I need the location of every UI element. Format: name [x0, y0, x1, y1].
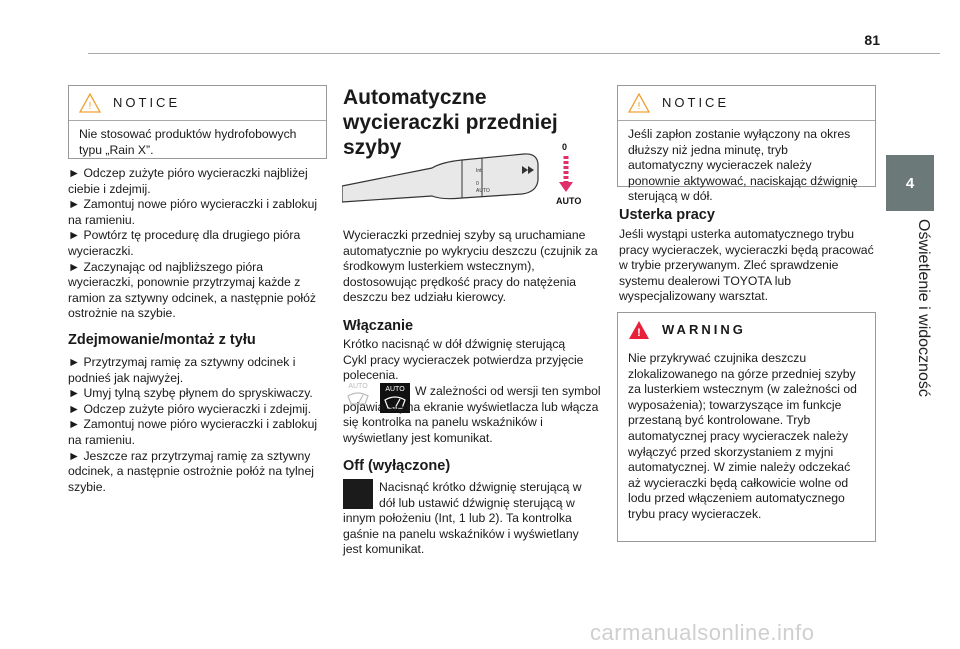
auto-label: AUTO [556, 196, 582, 206]
int-label: Int [476, 168, 482, 174]
warning-box [617, 312, 876, 542]
section-title-rear: Zdejmowanie/montaż z tyłu [68, 332, 256, 348]
fault-text: Jeśli wystąpi usterka automatycznego trybu pracy wycieraczek, wycieraczki będą pracować w trybie przerywanym. Zleć sprawdzenie systemu dealerowi TOYOTA lub wyspecjalizowany warsztat. [619, 227, 874, 304]
section-title-on: Włączanie [343, 318, 414, 334]
notice-text: Jeśli zapłon zostanie wyłączony na okres dłuższy niż jedna minutę, tryb automatyczny wycieraczek należy ponownie aktywować, naciskając dźwignię sterującą w dół. [628, 127, 858, 204]
chapter-tab[interactable]: 4 [886, 155, 934, 211]
on-text-2: Cykl pracy wycieraczek potwierdza przyjęcie polecenia. [343, 352, 584, 383]
svg-text:!: ! [637, 101, 641, 112]
on-text-1: Krótko nacisnąć w dół dźwignię sterującą [343, 337, 566, 351]
warning-title: WARNING [662, 322, 746, 338]
wiper-stalk-diagram [342, 140, 592, 212]
zero-label: 0 [562, 142, 568, 152]
notice-text: Nie stosować produktów hydrofobowych typu „Rain X”. [79, 127, 297, 157]
off-text-wrap [343, 480, 601, 558]
notice-header [618, 86, 875, 121]
section-title-fault: Usterka pracy [619, 207, 715, 223]
auto-icon-text: AUTO [385, 386, 405, 393]
svg-text:!: ! [637, 327, 641, 339]
off-text: Nacisnąć krótko dźwignię sterującą w dół lub ustawić dźwignię sterującą w innym położeniu (Int, 1 lub 2). Ta kontrolka gaśnie na panelu wskaźników i wyświetlany jest komunikat. [343, 480, 582, 557]
on-text [343, 337, 601, 384]
step: ► Umyj tylną szybę płynem do spryskiwaczy. [68, 386, 313, 401]
svg-text:!: ! [88, 101, 92, 112]
step: ► Zaczynając od najbliższego pióra wycieraczki, ponownie przytrzymaj każde z ramion za sztywny odcinek, a następnie połóż ostrożnie na szybie. [68, 259, 316, 321]
step: ► Zamontuj nowe pióro wycieraczki i zablokuj na ramieniu. [68, 197, 318, 227]
step: ► Przytrzymaj ramię za sztywny odcinek i podnieś jak najwyżej. [68, 355, 296, 385]
watermark: carmanualsonline.info [590, 620, 815, 645]
notice-header [69, 86, 326, 121]
step: ► Jeszcze raz przytrzymaj ramię za sztywny odcinek, a następnie ostrożnie połóż na tylnej szybie. [68, 448, 314, 494]
step: ► Zamontuj nowe pióro wycieraczki i zablokuj na ramieniu. [68, 417, 318, 447]
section-title-off: Off (wyłączone) [343, 458, 451, 474]
warning-text: Nie przykrywać czujnika deszczu zlokalizowanego na górze przedniej szyby za lusterkiem wstecznym (w zależności od wyposażenia); towarzyszące im funkcje przestaną być kontrolowane. Tryb automatycznej pracy wycieraczek należy wyłączyć przed skorzystaniem z myjni automatycznej. W zimie należy odczekać aż wycieraczki będą całkowicie wolne od lodu przed włączeniem automatycznego trybu pracy wycieraczek. [628, 351, 857, 521]
notice-title: NOTICE [662, 95, 730, 111]
page-number: 81 [864, 32, 880, 48]
chapter-label: Oświetlenie i widoczność [915, 219, 932, 397]
top-divider [88, 53, 940, 54]
step: ► Powtórz tę procedurę dla drugiego pióra wycieraczki. [68, 228, 301, 258]
step: ► Odczep zużyte pióro wycieraczki i zdejmij. [68, 401, 312, 416]
steps-list-1 [68, 166, 326, 322]
notice-title: NOTICE [113, 95, 181, 111]
warning-header [618, 313, 875, 347]
steps-list-2 [68, 355, 326, 495]
warning-triangle-icon [79, 93, 101, 113]
on-text-3: W zależności od wersji ten symbol pojawia się na ekranie wyświetlacza lub włącza się kontrolka na panelu wskaźników i wyświetlany jest komunikat. [343, 384, 601, 445]
notice-box-2 [617, 85, 876, 204]
auto-icon-text: AUTO [348, 383, 368, 390]
step: ► Odczep zużyte pióro wycieraczki najbliżej ciebie i zdejmij. [68, 166, 308, 196]
notice-box-1 [68, 85, 327, 159]
warning-triangle-icon [628, 93, 650, 113]
auto-intro: Wycieraczki przedniej szyby są uruchamiane automatycznie po wykryciu deszczu (czujnik za środkowym lusterkiem wstecznym), dostosowując prędkość pracy do natężenia deszczu bez udziału kierowcy. [343, 228, 598, 305]
auto-small-label: AUTO [476, 188, 490, 194]
svg-text:0: 0 [476, 181, 479, 187]
warning-triangle-icon [628, 320, 650, 340]
section-title-auto-wipers: Automatyczne wycieraczki przedniej szyby [343, 86, 558, 159]
